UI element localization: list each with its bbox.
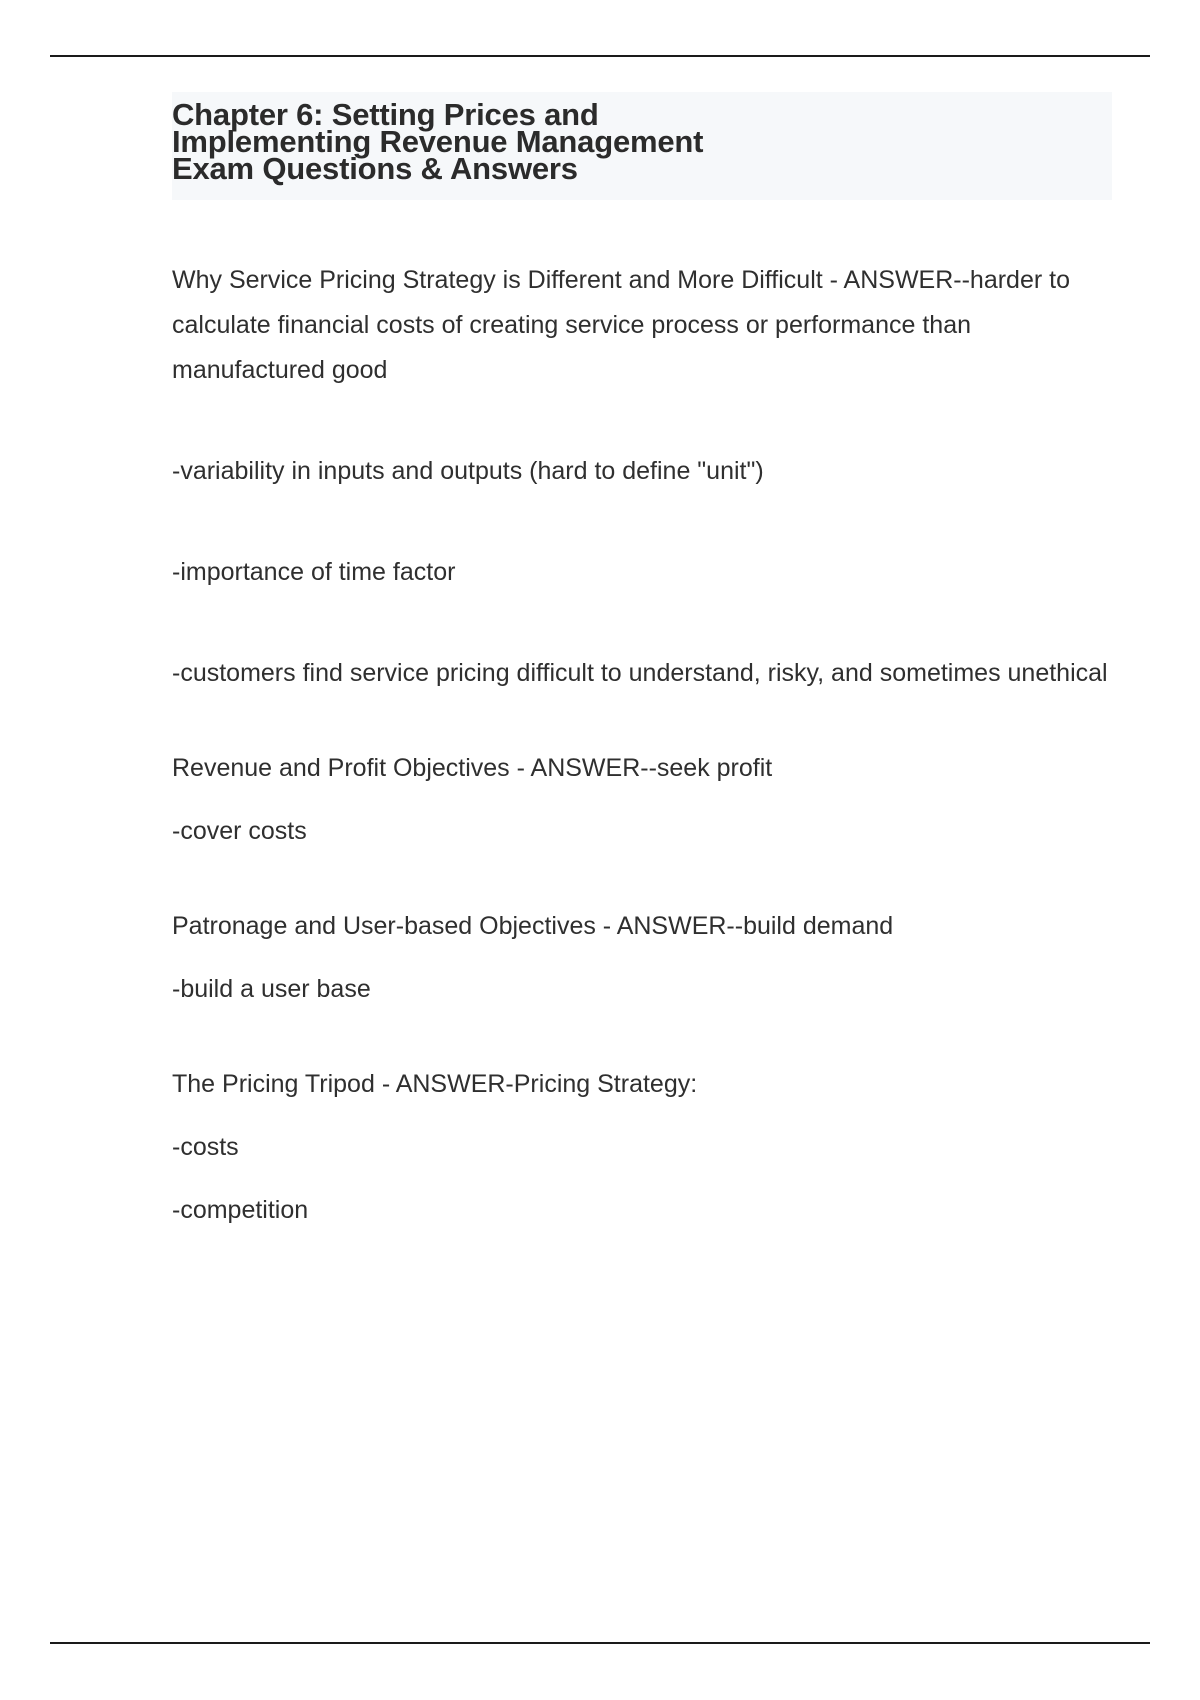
qa-block-q3: Patronage and User-based Objectives - ANSWER--build demand bbox=[172, 912, 894, 940]
qa-block-q2: Revenue and Profit Objectives - ANSWER--seek profit bbox=[172, 754, 773, 782]
qa-block-q2b: -cover costs bbox=[172, 817, 307, 845]
spacer bbox=[172, 1170, 1112, 1188]
qa-block-b2: -importance of time factor bbox=[172, 558, 456, 586]
bottom-divider bbox=[50, 1642, 1150, 1644]
document-title bbox=[172, 92, 1112, 200]
spacer bbox=[172, 791, 1112, 809]
document-content bbox=[172, 92, 1112, 1233]
qa-block-q1: Why Service Pricing Strategy is Different and More Difficult - ANSWER--harder to calculate financial costs of creating service process or performance than manufactured good bbox=[172, 266, 1070, 384]
title-line-3: Exam Questions & Answers bbox=[172, 151, 578, 186]
document-body bbox=[172, 258, 1112, 1233]
spacer bbox=[172, 854, 1112, 904]
qa-block-b3: -customers find service pricing difficult to understand, risky, and sometimes unethical bbox=[172, 659, 1108, 687]
qa-block-q4c: -competition bbox=[172, 1196, 309, 1224]
spacer bbox=[172, 393, 1112, 449]
qa-block-b1: -variability in inputs and outputs (hard to define "unit") bbox=[172, 457, 764, 485]
spacer bbox=[172, 494, 1112, 550]
spacer bbox=[172, 696, 1112, 746]
title-line-1: Chapter 6: Setting Prices and bbox=[172, 97, 599, 132]
spacer bbox=[172, 949, 1112, 967]
qa-block-q4: The Pricing Tripod - ANSWER-Pricing Strategy: bbox=[172, 1070, 698, 1098]
spacer bbox=[172, 1107, 1112, 1125]
top-divider bbox=[50, 55, 1150, 57]
spacer bbox=[172, 1012, 1112, 1062]
title-line-2: Implementing Revenue Management bbox=[172, 124, 704, 159]
qa-block-q4b: -costs bbox=[172, 1133, 239, 1161]
spacer bbox=[172, 595, 1112, 651]
qa-block-q3b: -build a user base bbox=[172, 975, 371, 1003]
